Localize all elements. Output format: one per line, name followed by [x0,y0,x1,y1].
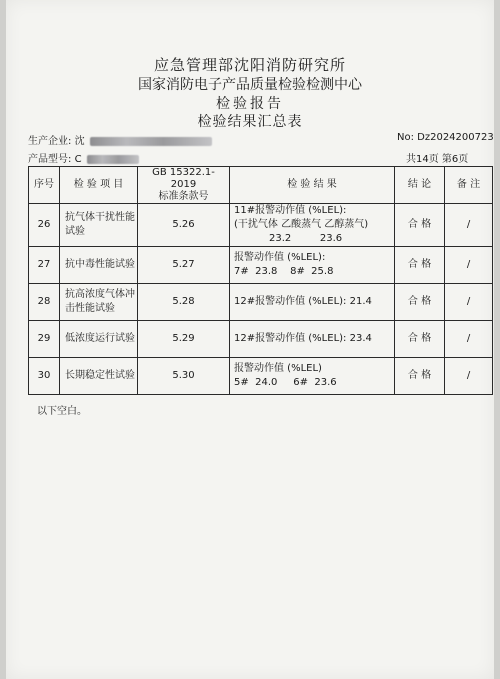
summary-title: 检验结果汇总表 [197,114,303,130]
row-remark: / [445,204,493,247]
header-standard-code: GB 15322.1-2019 [152,167,215,190]
producer-row [28,132,212,147]
table-row [29,247,493,284]
row-remark: / [445,247,493,284]
row-item: 长期稳定性试验 [60,358,138,395]
row-seq: 26 [29,204,60,247]
header-result: 检 验 结 果 [230,167,395,204]
row-clause: 5.26 [138,204,230,247]
row-seq: 29 [29,321,60,358]
row-conclusion: 合 格 [395,247,445,284]
row-item: 低浓度运行试验 [60,321,138,358]
model-label: 产品型号: [28,154,72,165]
row-item: 抗高浓度气体冲击性能试验 [60,284,138,321]
row-item: 抗中毒性能试验 [60,247,138,284]
header-item: 检 验 项 目 [60,167,138,204]
table-row [29,284,493,321]
producer-lead: 沈 [74,136,85,147]
page-count: 共14页 第6页 [406,154,469,165]
row-result [230,321,395,358]
result-line: (干扰气体 乙酸蒸气 乙醇蒸气) [234,219,369,230]
row-seq: 27 [29,247,60,284]
results-table [28,166,493,395]
row-result [230,247,395,284]
row-conclusion: 合 格 [395,284,445,321]
result-line: 报警动作值 (%LEL) [234,363,322,374]
producer-redaction [90,137,212,146]
model-lead: C [74,154,82,165]
header-conclusion: 结 论 [395,167,445,204]
model-row [28,150,139,165]
table-header-row [29,167,493,204]
header-standard-clause: 标准条款号 [158,191,209,202]
result-line: 12#报警动作值 (%LEL): 21.4 [234,296,372,307]
row-result [230,204,395,247]
report-title: 检验报告 [216,96,284,112]
report-number: No: Dz2024200723 [397,132,494,143]
result-line: 5# 24.0 6# 23.6 [234,377,337,388]
row-item: 抗气体干扰性能试验 [60,204,138,247]
row-clause: 5.27 [138,247,230,284]
result-line: 报警动作值 (%LEL): [234,252,326,263]
header-standard [138,167,230,204]
row-remark: / [445,358,493,395]
result-line: 11#报警动作值 (%LEL): [234,205,347,216]
header-remark: 备 注 [445,167,493,204]
center-title: 国家消防电子产品质量检验检测中心 [138,77,362,93]
result-line: 12#报警动作值 (%LEL): 23.4 [234,333,372,344]
blank-below-note: 以下空白。 [37,406,87,417]
header-seq: 序号 [29,167,60,204]
row-seq: 28 [29,284,60,321]
row-result [230,284,395,321]
row-clause: 5.30 [138,358,230,395]
institute-title: 应急管理部沈阳消防研究所 [153,56,346,74]
table-row [29,358,493,395]
row-result [230,358,395,395]
row-conclusion: 合 格 [395,204,445,247]
table-row [29,321,493,358]
row-conclusion: 合 格 [395,321,445,358]
row-conclusion: 合 格 [395,358,445,395]
result-line: 23.2 23.6 [234,233,343,244]
model-redaction [87,155,139,164]
row-clause: 5.29 [138,321,230,358]
row-seq: 30 [29,358,60,395]
row-remark: / [445,321,493,358]
row-clause: 5.28 [138,284,230,321]
table-row [29,204,493,247]
producer-label: 生产企业: [28,136,72,147]
row-remark: / [445,284,493,321]
result-line: 7# 23.8 8# 25.8 [234,266,334,277]
